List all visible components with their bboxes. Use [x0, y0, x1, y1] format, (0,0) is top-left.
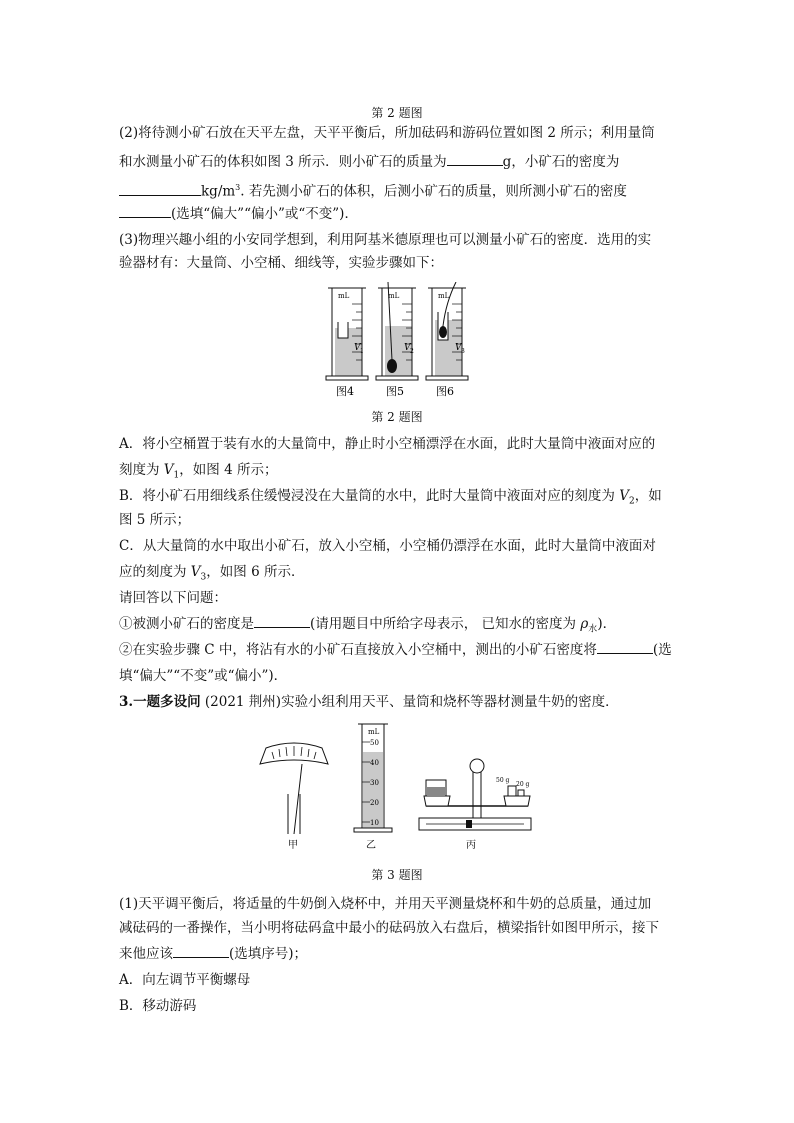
volume-label-fig5: V	[404, 343, 411, 353]
volume-label-fig6: V	[455, 343, 462, 353]
figure-label-5: 图5	[386, 385, 404, 398]
text: ，如图 4 所示；	[179, 462, 278, 478]
text: ，如图 6 所示．	[206, 564, 305, 580]
unit-label-fig5: mL	[388, 292, 400, 300]
q3-part1-line2: 减砝码的一番操作，当小明将砝码盒中最小的砝码放入右盘后，横梁指针如图甲所示，接下	[119, 920, 659, 936]
text: 和水测量小矿石的体积如图 3 所示．则小矿石的质量为	[119, 154, 447, 170]
answer-blank-density[interactable]	[119, 181, 201, 196]
cylinder-fig6	[426, 282, 468, 398]
q3-part1-line3	[119, 943, 679, 965]
unit-text: kg/m	[201, 183, 236, 200]
text: ②在实验步骤 C 中，将沾有水的小矿石直接放入小空桶中，测出的小矿石密度将	[119, 642, 597, 658]
left-pan	[424, 796, 450, 806]
answer-blank-mass[interactable]	[447, 151, 503, 166]
pointer-scale-jia	[260, 743, 328, 851]
q2-part3-line2: 验器材有：大量筒、小空桶、细线等，实验步骤如下：	[119, 255, 443, 271]
volume-sub-fig4: 1	[360, 348, 364, 355]
unit-label-fig4: mL	[338, 292, 350, 300]
symbol-v: V	[163, 462, 174, 478]
graduated-cylinder-yi	[354, 724, 392, 851]
tick-40: 40	[370, 759, 379, 767]
answer2-line2: 填“偏大”“不变”或“偏小”)．	[119, 668, 288, 684]
figure-caption-q3: 第 3 题图	[371, 868, 423, 882]
symbol-rho: ρ	[580, 616, 589, 632]
q2-part2-line1: (2)将待测小矿石放在天平左盘，天平平衡后，所加砝码和游码位置如图 2 所示；利用量筒	[119, 125, 655, 141]
text: (选填序号)；	[229, 946, 308, 962]
question-tag: 一题多设问	[133, 694, 201, 710]
symbol-sub: 3	[200, 572, 207, 583]
ask-line: 请回答以下问题：	[119, 590, 227, 606]
mineral-stone-fig6	[439, 326, 447, 338]
text: ，如	[634, 488, 662, 504]
weight-50g	[508, 786, 516, 796]
cylinder-unit: mL	[368, 728, 380, 736]
figure-caption-q2-mid: 第 2 题图	[371, 410, 423, 424]
figure-label-jia: 甲	[288, 840, 298, 851]
pointer-needle	[294, 764, 302, 834]
text: (请用题目中所给字母表示， 已知水的密度为	[310, 616, 581, 632]
step-b-line2: 图 5 所示；	[119, 512, 191, 528]
symbol-v: V	[190, 564, 201, 580]
question-text: (2021 荆州)实验小组利用天平、量筒和烧杯等器材测量牛奶的密度．	[204, 694, 619, 710]
cylinder-fig5	[376, 282, 418, 398]
text: 刻度为	[119, 462, 164, 478]
answer-blank-error2[interactable]	[597, 639, 653, 654]
answer-blank-density-expr[interactable]	[254, 613, 310, 628]
q3-figures	[254, 722, 544, 852]
weight-20g	[518, 790, 524, 796]
answer-blank-error[interactable]	[119, 203, 171, 218]
tick-50: 50	[370, 739, 379, 747]
symbol-sub: 水	[588, 624, 598, 635]
figure-caption-q2-top: 第 2 题图	[371, 106, 423, 120]
q2-part2-line4	[119, 203, 679, 225]
volume-sub-fig6: 3	[461, 348, 465, 355]
text: 来他应该	[119, 946, 173, 962]
rider	[466, 820, 472, 828]
balance-bing	[419, 759, 531, 851]
option-a: A．向左调节平衡螺母	[119, 972, 251, 988]
q3-part1-line1: (1)天平调平衡后，将适量的牛奶倒入烧杯中，并用天平测量烧杯和牛奶的总质量，通过加	[119, 896, 652, 912]
figure-label-yi: 乙	[366, 840, 376, 851]
q3-header	[119, 691, 679, 713]
text: B．将小矿石用细线系住缓慢浸没在大量筒的水中，此时大量筒中液面对应的刻度为	[119, 488, 620, 504]
small-bucket-fig4	[338, 322, 348, 338]
text: . 若先测小矿石的体积，后测小矿石的质量，则所测小矿石的密度	[240, 183, 627, 200]
tick-30: 30	[370, 779, 379, 787]
q2-part3-line1: (3)物理兴趣小组的小安同学想到，利用阿基米德原理也可以测量小矿石的密度．选用的实	[119, 232, 652, 248]
answer-blank-choice[interactable]	[173, 943, 229, 958]
text: (选填“偏大”“偏小”或“不变”)．	[171, 206, 358, 222]
option-b: B．移动游码	[119, 998, 197, 1014]
figure-label-bing: 丙	[466, 840, 476, 851]
answer2-line1	[119, 639, 679, 661]
volume-label-fig4: V	[354, 343, 361, 353]
unit-label-fig6: mL	[438, 292, 450, 300]
mineral-stone-fig5	[387, 359, 397, 373]
tick-10: 10	[370, 819, 379, 827]
volume-sub-fig5: 2	[410, 348, 414, 355]
q2-part2-line3	[119, 177, 679, 203]
step-c-line2	[119, 561, 679, 589]
symbol-v: V	[619, 488, 629, 504]
figure-label-6: 图6	[436, 385, 454, 398]
weight-label-20g: 20 g	[516, 781, 530, 788]
figure-label-4: 图4	[336, 385, 354, 398]
question-number: 3.	[119, 694, 134, 710]
answer1-line	[119, 613, 679, 641]
unit-exponent: 3	[235, 183, 241, 192]
text: (选	[652, 642, 672, 658]
right-pan	[504, 796, 530, 806]
text: ①被测小矿石的密度是	[119, 616, 254, 632]
cylinder-figures-4-6	[322, 282, 482, 400]
step-a-line2	[119, 459, 679, 487]
weight-label-50g: 50 g	[496, 777, 510, 784]
text: g，小矿石的密度为	[502, 154, 620, 170]
q2-part2-line2	[119, 151, 679, 173]
tick-20: 20	[370, 799, 379, 807]
step-a-line1: A．将小空桶置于装有水的大量筒中，静止时小空桶漂浮在水面，此时大量筒中液面对应的	[119, 436, 656, 452]
text: )．	[597, 616, 617, 632]
symbol-sub: 1	[173, 470, 180, 481]
milk-in-beaker	[427, 787, 445, 795]
text: 应的刻度为	[119, 564, 191, 580]
cylinder-fig4	[326, 288, 368, 398]
symbol-sub: 2	[628, 496, 635, 507]
step-c-line1: C．从大量筒的水中取出小矿石，放入小空桶，小空桶仍漂浮在水面，此时大量筒中液面对	[119, 538, 656, 554]
